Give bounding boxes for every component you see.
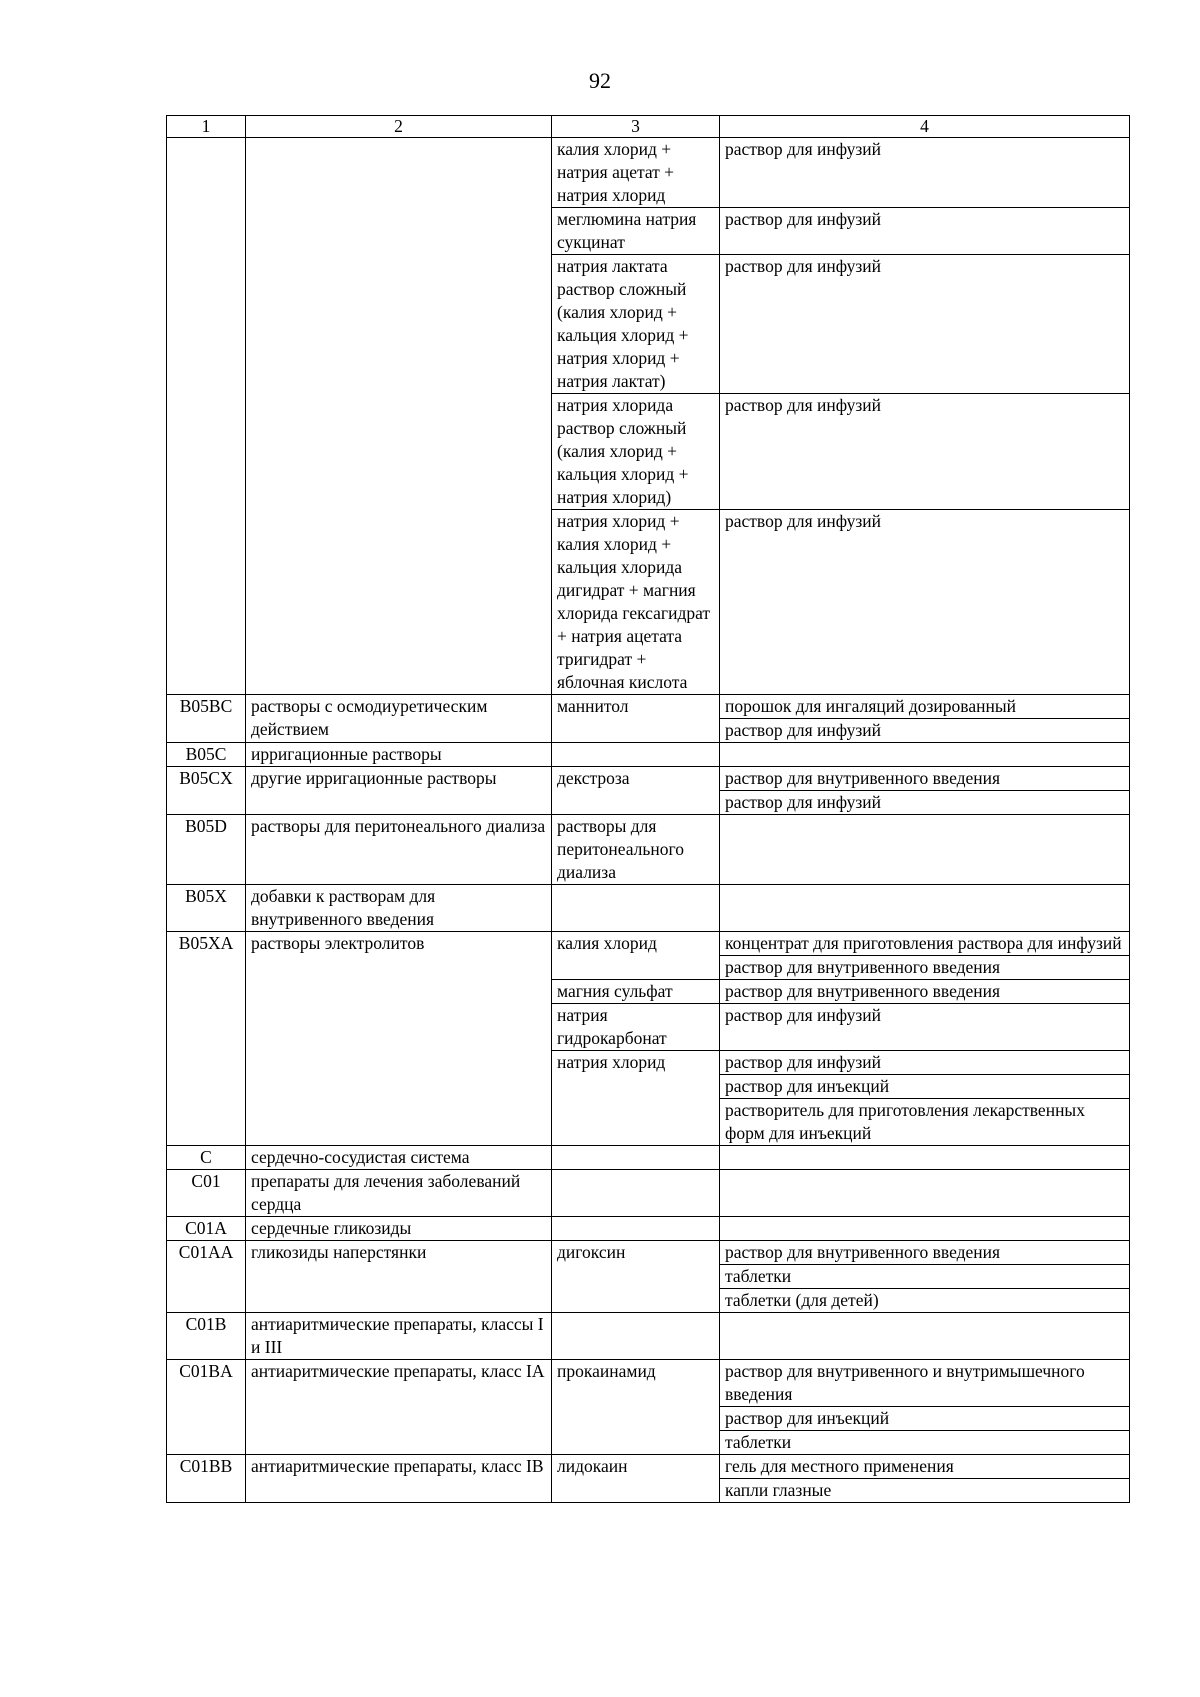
atc-code: B05CX bbox=[167, 767, 246, 815]
atc-code: C01BA bbox=[167, 1360, 246, 1455]
dosage-form: раствор для внутривенного введения bbox=[720, 767, 1129, 791]
dosage-form: раствор для инъекций bbox=[720, 1407, 1129, 1431]
drug-name: калия хлорид + натрия ацетат + натрия хлорид bbox=[552, 138, 720, 208]
table-row bbox=[167, 1360, 1130, 1455]
drug-name bbox=[552, 1313, 720, 1360]
drug-name bbox=[552, 1170, 720, 1217]
dosage-forms bbox=[720, 138, 1130, 208]
dosage-form: раствор для инфузий bbox=[725, 139, 882, 159]
table-row bbox=[167, 767, 1130, 815]
dosage-forms bbox=[720, 510, 1130, 695]
dosage-form: раствор для внутривенного введения bbox=[725, 957, 1001, 977]
drug-name: магния сульфат bbox=[552, 980, 720, 1004]
dosage-forms bbox=[720, 767, 1130, 815]
dosage-form: раствор для инфузий bbox=[725, 1005, 882, 1025]
dosage-form: раствор для инфузий bbox=[725, 256, 882, 276]
drug-name: натрия хлорида раствор сложный (калия хлорид + кальция хлорид + натрия хлорид) bbox=[552, 394, 720, 510]
atc-code: C01AA bbox=[167, 1241, 246, 1313]
table-row bbox=[167, 138, 1130, 208]
drug-name bbox=[552, 1217, 720, 1241]
dosage-form: раствор для инфузий bbox=[725, 395, 882, 415]
page-number: 92 bbox=[589, 68, 611, 93]
group-name: сердечные гликозиды bbox=[246, 1217, 552, 1241]
dosage-form: раствор для инфузий bbox=[725, 209, 882, 229]
dosage-form: таблетки (для детей) bbox=[725, 1290, 879, 1310]
drug-name: прокаинамид bbox=[552, 1360, 720, 1455]
table-row bbox=[167, 815, 1130, 885]
dosage-forms bbox=[720, 1146, 1130, 1170]
drug-name: натрия хлорид bbox=[552, 1051, 720, 1146]
dosage-forms bbox=[720, 1051, 1130, 1146]
dosage-forms bbox=[720, 255, 1130, 394]
atc-code: B05C bbox=[167, 743, 246, 767]
column-header: 3 bbox=[552, 116, 720, 138]
group-name: препараты для лечения заболеваний сердца bbox=[246, 1170, 552, 1217]
atc-code: C bbox=[167, 1146, 246, 1170]
column-header: 2 bbox=[246, 116, 552, 138]
table-row bbox=[167, 743, 1130, 767]
drug-name: декстроза bbox=[552, 767, 720, 815]
drug-name: натрия хлорид + калия хлорид + кальция хлорида дигидрат + магния хлорида гексагидрат + натрия ацетата тригидрат + яблочная кислота bbox=[552, 510, 720, 695]
table-row bbox=[167, 1170, 1130, 1217]
group-name: растворы с осмодиуретическим действием bbox=[246, 695, 552, 743]
group-name bbox=[246, 138, 552, 695]
drug-name: калия хлорид bbox=[552, 932, 720, 980]
dosage-form: гель для местного применения bbox=[720, 1455, 1129, 1479]
table-header bbox=[167, 116, 1130, 138]
dosage-form: раствор для инфузий bbox=[725, 792, 882, 812]
dosage-form: раствор для внутривенного введения bbox=[725, 981, 1001, 1001]
table-row bbox=[167, 1146, 1130, 1170]
dosage-form: раствор для инфузий bbox=[725, 511, 882, 531]
dosage-form: таблетки bbox=[720, 1265, 1129, 1289]
group-name: антиаритмические препараты, класс IB bbox=[246, 1455, 552, 1503]
drug-name: лидокаин bbox=[552, 1455, 720, 1503]
column-header: 1 bbox=[167, 116, 246, 138]
dosage-form: капли глазные bbox=[725, 1480, 832, 1500]
dosage-forms bbox=[720, 1217, 1130, 1241]
drug-name: натрия лактата раствор сложный (калия хлорид + кальция хлорид + натрия хлорид + натрия лактат) bbox=[552, 255, 720, 394]
column-header: 4 bbox=[720, 116, 1130, 138]
dosage-forms bbox=[720, 695, 1130, 743]
dosage-forms bbox=[720, 394, 1130, 510]
group-name: добавки к растворам для внутривенного введения bbox=[246, 885, 552, 932]
drug-name: меглюмина натрия сукцинат bbox=[552, 208, 720, 255]
table-row bbox=[167, 695, 1130, 743]
atc-code: C01A bbox=[167, 1217, 246, 1241]
dosage-forms bbox=[720, 885, 1130, 932]
dosage-form: раствор для внутривенного введения bbox=[720, 1241, 1129, 1265]
dosage-forms bbox=[720, 208, 1130, 255]
table-body bbox=[167, 138, 1130, 1503]
dosage-forms bbox=[720, 1170, 1130, 1217]
group-name: гликозиды наперстянки bbox=[246, 1241, 552, 1313]
drug-name bbox=[552, 1146, 720, 1170]
drug-name: маннитол bbox=[552, 695, 720, 743]
group-name: ирригационные растворы bbox=[246, 743, 552, 767]
group-name: сердечно-сосудистая система bbox=[246, 1146, 552, 1170]
dosage-forms bbox=[720, 743, 1130, 767]
group-name: растворы для перитонеального диализа bbox=[246, 815, 552, 885]
dosage-form: раствор для инфузий bbox=[720, 1051, 1129, 1075]
table-row bbox=[167, 1217, 1130, 1241]
table-row bbox=[167, 1313, 1130, 1360]
header-row bbox=[167, 116, 1130, 138]
atc-code: C01B bbox=[167, 1313, 246, 1360]
atc-code: C01 bbox=[167, 1170, 246, 1217]
table-row bbox=[167, 1455, 1130, 1503]
atc-code bbox=[167, 138, 246, 695]
drug-name bbox=[552, 743, 720, 767]
drug-name bbox=[552, 885, 720, 932]
atc-code: C01BB bbox=[167, 1455, 246, 1503]
drug-name: натрия гидрокарбонат bbox=[552, 1004, 720, 1051]
dosage-forms bbox=[720, 815, 1130, 885]
table-row bbox=[167, 932, 1130, 980]
dosage-forms bbox=[720, 1313, 1130, 1360]
dosage-form: раствор для внутривенного и внутримышечного введения bbox=[720, 1360, 1129, 1407]
group-name: антиаритмические препараты, класс IA bbox=[246, 1360, 552, 1455]
dosage-form: таблетки bbox=[725, 1432, 792, 1452]
dosage-form: раствор для инфузий bbox=[725, 720, 882, 740]
dosage-forms bbox=[720, 932, 1130, 980]
dosage-form bbox=[720, 815, 1129, 838]
group-name: другие ирригационные растворы bbox=[246, 767, 552, 815]
atc-code: B05D bbox=[167, 815, 246, 885]
dosage-form: растворитель для приготовления лекарственных форм для инъекций bbox=[725, 1100, 1085, 1143]
drug-name: растворы для перитонеального диализа bbox=[552, 815, 720, 885]
dosage-forms bbox=[720, 1004, 1130, 1051]
drug-table bbox=[166, 115, 1130, 1503]
dosage-forms bbox=[720, 980, 1130, 1004]
dosage-form: порошок для ингаляций дозированный bbox=[720, 695, 1129, 719]
group-name: антиаритмические препараты, классы I и III bbox=[246, 1313, 552, 1360]
group-name: растворы электролитов bbox=[246, 932, 552, 1146]
atc-code: B05BC bbox=[167, 695, 246, 743]
dosage-forms bbox=[720, 1241, 1130, 1313]
atc-code: B05XA bbox=[167, 932, 246, 1146]
atc-code: B05X bbox=[167, 885, 246, 932]
table-row bbox=[167, 885, 1130, 932]
dosage-form: концентрат для приготовления раствора для инфузий bbox=[720, 932, 1129, 956]
dosage-form: раствор для инъекций bbox=[720, 1075, 1129, 1099]
drug-name: дигоксин bbox=[552, 1241, 720, 1313]
table-row bbox=[167, 1241, 1130, 1313]
dosage-forms bbox=[720, 1360, 1130, 1455]
dosage-forms bbox=[720, 1455, 1130, 1503]
